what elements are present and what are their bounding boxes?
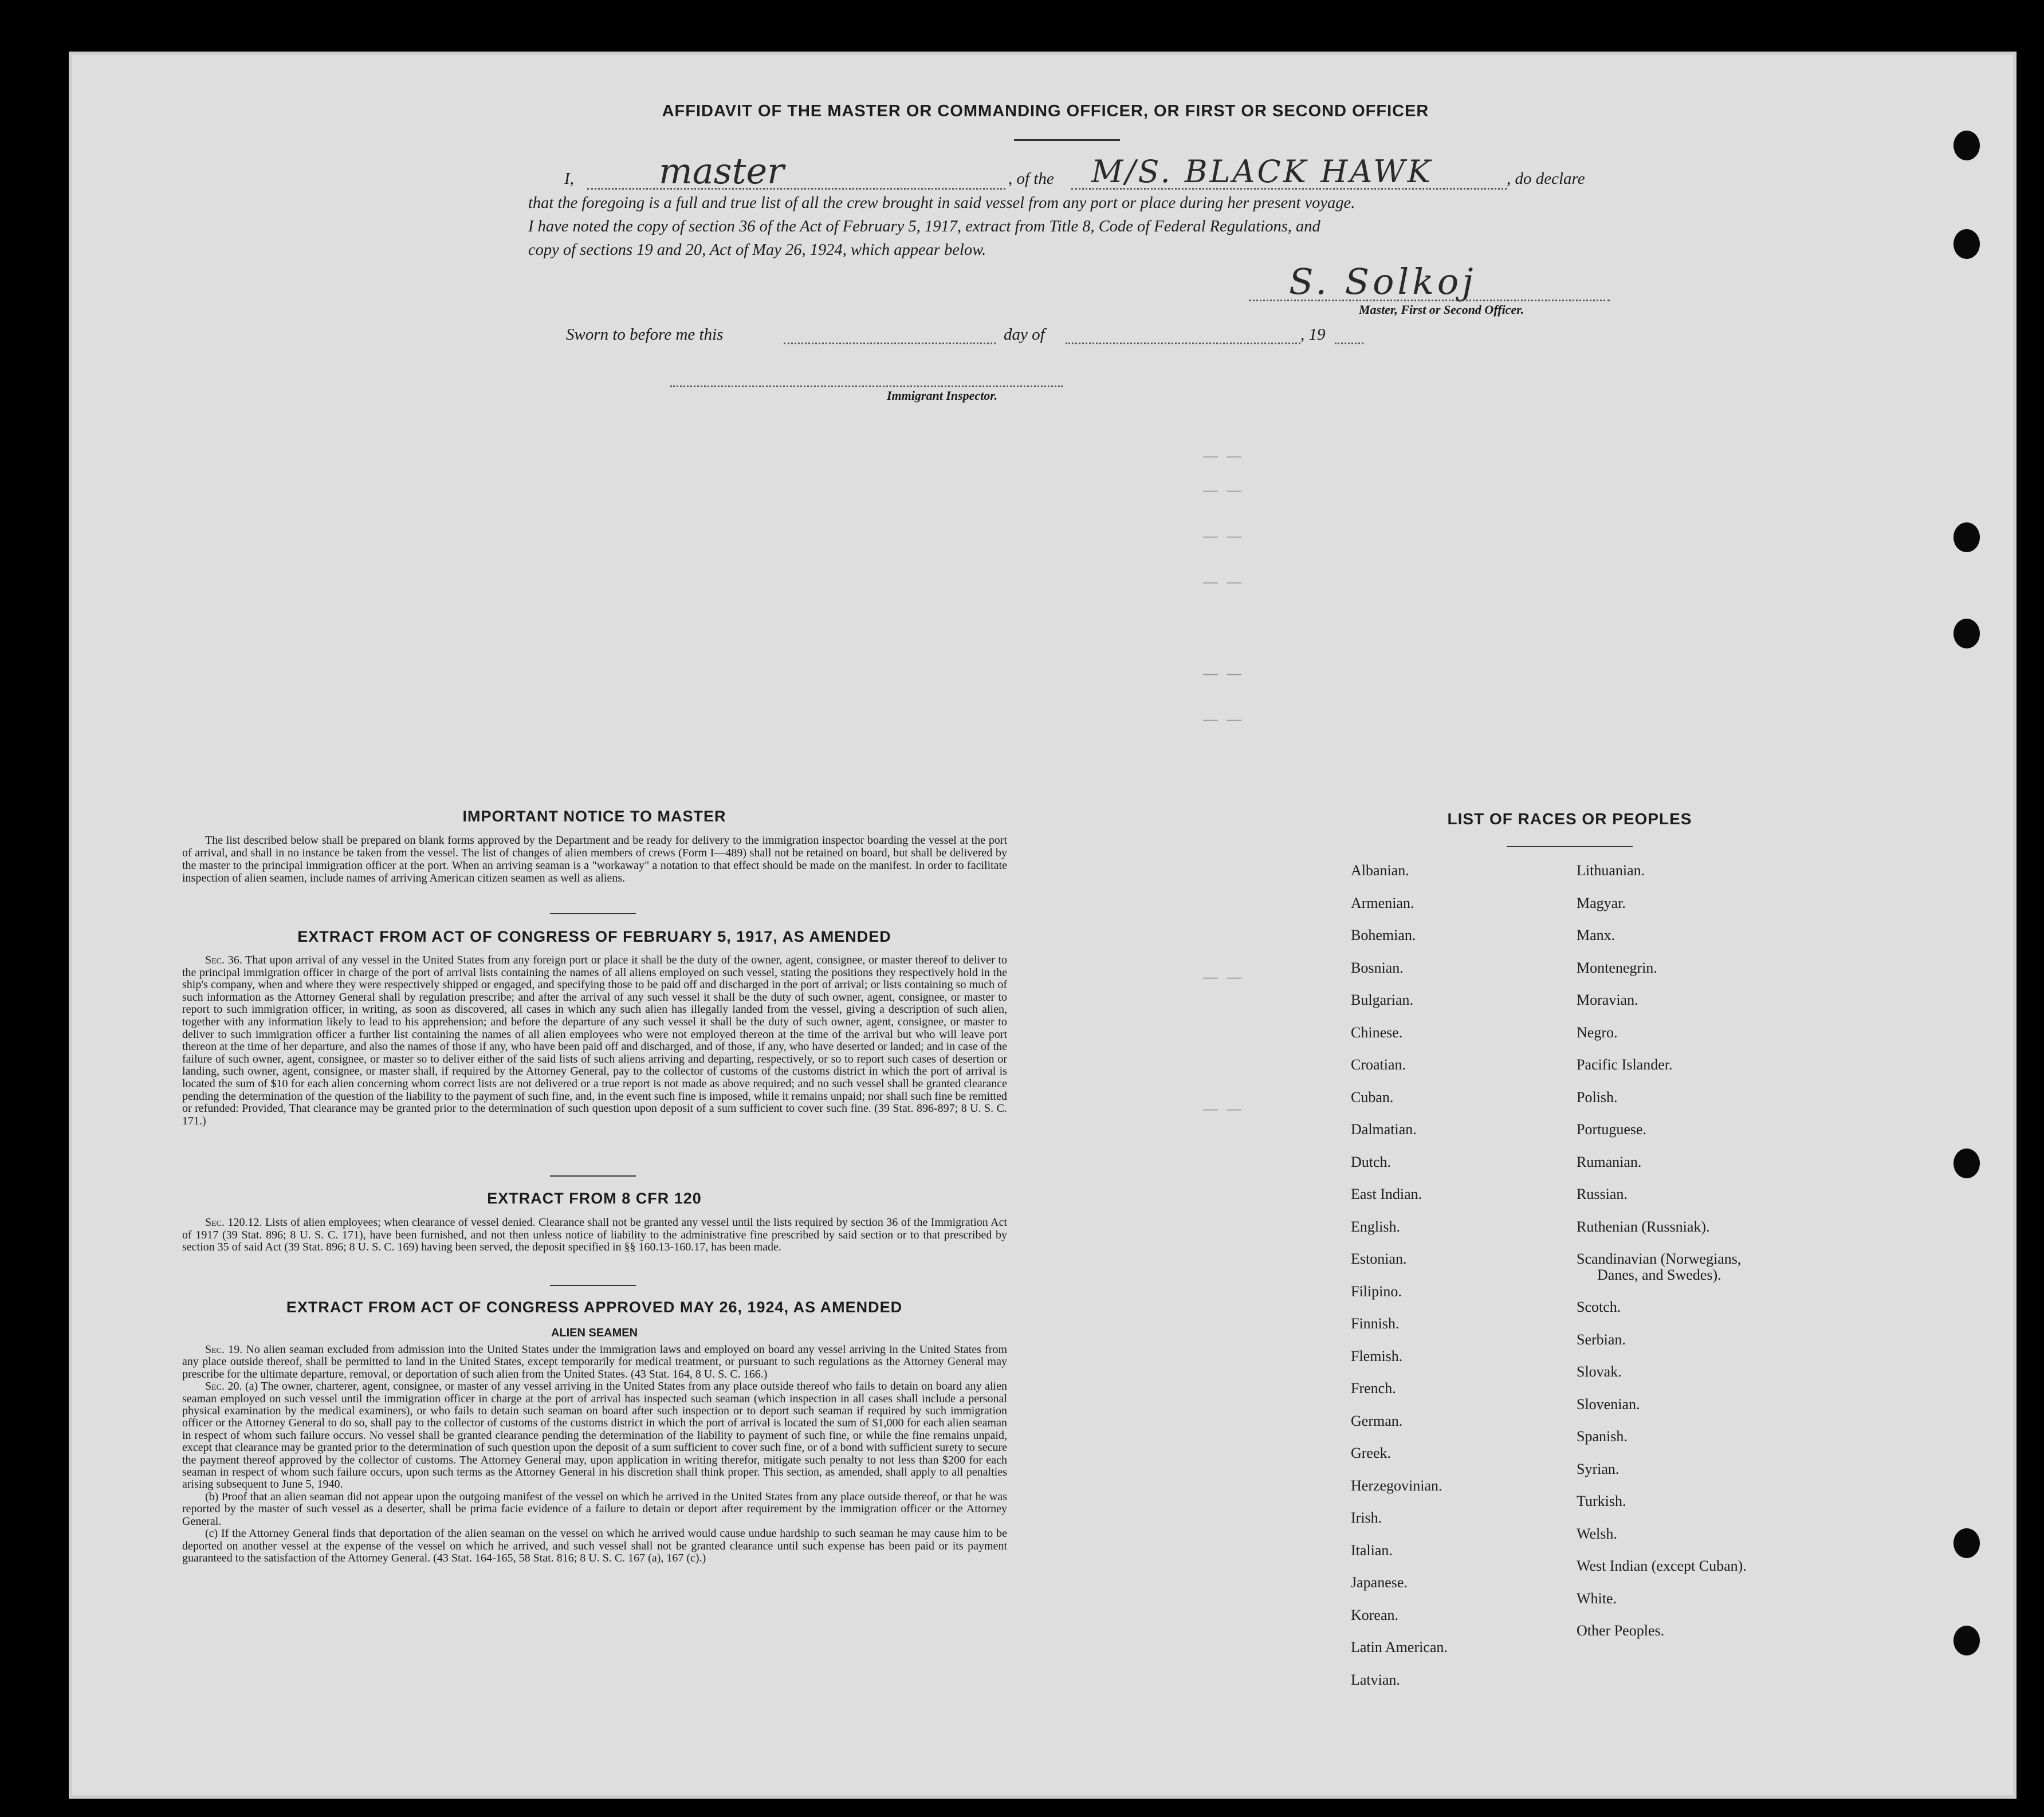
race-item: Irish.: [1351, 1509, 1382, 1526]
race-item: Estonian.: [1351, 1250, 1407, 1267]
notice-title: IMPORTANT NOTICE TO MASTER: [462, 808, 726, 825]
extract-8cfr-text: [182, 1217, 1007, 1254]
sec-120-label: Sec. 120.12.: [205, 1216, 262, 1229]
affidavit-line1-suffix: , do declare: [1507, 170, 1585, 188]
race-item: Filipino.: [1351, 1283, 1402, 1300]
race-item: Serbian.: [1577, 1331, 1626, 1348]
race-item: Korean.: [1351, 1606, 1399, 1623]
race-item: Polish.: [1577, 1088, 1618, 1106]
extract-8cfr-title: EXTRACT FROM 8 CFR 120: [487, 1190, 702, 1207]
race-item: West Indian (except Cuban).: [1577, 1558, 1747, 1574]
notice-text: [182, 834, 1007, 884]
race-item: Moravian.: [1577, 992, 1638, 1008]
race-item: Dalmatian.: [1351, 1121, 1417, 1138]
race-item: Scandinavian (Norwegians,: [1577, 1250, 1742, 1267]
handwritten-rank: master: [659, 150, 784, 192]
affidavit-line1-mid: , of the: [1008, 170, 1054, 188]
race-item: East Indian.: [1351, 1186, 1422, 1202]
inspector-dotted-line: [670, 386, 1063, 387]
sec-36-text: That upon arrival of any vessel in the United States from any foreign port or place it shall be the duty of the owner, agent, consignee, or master thereof to deliver to the principal immigration officer in charge of the port of arrival lists containing the names of all aliens employed on such vessel, stating the positions they respectively hold in the ship's company, when and where they were respectively shipped or engaged, and specifying those to be paid off and discharged in the port of arrival; or lists containing so much of such information as the Attorney General shall by regulation prescribe; and after the arrival of any such vessel it shall be the duty of such owner, agent, consignee, or master to report to such immigration officer, in writing, as soon as discovered, all cases in which any such alien has illegally landed from the vessel, giving a description of such alien, together with any information likely to lead to his apprehension; and before the departure of any such vessel it shall be the duty of such owner, agent, consignee, or master to deliver to such immigration officer a further list containing the names of all alien employees who were not employed thereon at the time of the arrival but who will leave port thereon at the time of her departure, and also the names of those if any, who have been paid off and discharged, and of those, if any, who have deserted or landed; and in case of the failure of such owner, agent, consignee, or master so to deliver either of the said lists of such aliens arriving and departing, respectively, or so to report such cases of desertion or landing, such owner, agent, consignee, or master shall, if required by the Attorney General, pay to the collector of customs of the customs district in which the port of arrival is located the sum of $10 for each alien concerning whom correct lists are not delivered or a true report is not made as above required; and no such vessel shall be granted clearance pending the determination of the question of the liability to the payment of such fine, and, in the event such fine is imposed, while it remains unpaid; nor shall such fine be remitted or refunded: Provided, That clearance may be granted prior to the determination of such question upon deposit of a sum sufficient to cover such fine. (39 Stat. 896-897; 8 U. S. C. 171.): [182, 954, 1007, 1127]
punch-hole: [1953, 522, 1980, 552]
race-item: Greek.: [1351, 1445, 1392, 1461]
sec-20-label: Sec. 20.: [205, 1380, 242, 1393]
race-item: Russian.: [1577, 1186, 1628, 1202]
title-rule: [1014, 139, 1120, 141]
affidavit-title: AFFIDAVIT OF THE MASTER OR COMMANDING OFFICER, OR FIRST OR SECOND OFFICER: [662, 102, 1429, 120]
sec-20c-text: (c) If the Attorney General finds that deportation of the alien seaman on the vessel on which he arrived would cause undue hardship to such seaman he may cause him to be deported on another vessel at the expense of the vessel on which he arrived, and such vessel shall not be granted clearance until such expense has been paid or its payment guaranteed to the satisfaction of the Attorney General. (43 Stat. 164-165, 58 Stat. 816; 8 U. S. C. 167 (a), 167 (c).): [182, 1527, 1007, 1564]
sec-20a-text: (a) The owner, charterer, agent, consignee, or master of any vessel arriving in the United States from any place outside thereof who fails to detain on board any alien seaman employed on such vessel until the immigration officer in charge at the port of arrival has inspected such seaman (which inspection in all cases shall include a personal physical examination by the medical examiners), or who fails to detain such seaman on board after such inspection or to deport such seaman if required by such immigration officer or the Attorney General to do so, shall pay to the collector of customs of the customs district in which the port of arrival is located the sum of $1,000 for each alien seaman in respect of whom such failure occurs. No vessel shall be granted clearance pending the determination of the liability to payment of such fine, or while the fine remains unpaid, except that clearance may be granted prior to the determination of such question upon the deposit of a sum sufficient to cover such fine, or of a bond with sufficient surety to secure the payment thereof approved by the collector of customs. The Attorney General may, upon application in writing therefor, mitigate such penalty to not less than $200 for each seaman in respect of whom such failure occurs, upon such terms as the Attorney General in his discretion shall think proper. This section, as amended, shall apply to all penalties arising subsequent to June 5, 1940.: [182, 1380, 1007, 1491]
races-column-2: [1577, 855, 1747, 1647]
races-title-rule: [1507, 846, 1633, 847]
punch-hole: [1953, 619, 1980, 648]
race-item: French.: [1351, 1380, 1396, 1397]
race-item: Flemish.: [1351, 1347, 1403, 1364]
race-item: Bohemian.: [1351, 927, 1416, 943]
races-column-1: [1351, 855, 1448, 1696]
race-item: Bosnian.: [1351, 959, 1404, 976]
race-item: Portuguese.: [1577, 1121, 1647, 1138]
affidavit-line1-prefix: I,: [564, 170, 574, 188]
sec-20b-text: (b) Proof that an alien seaman did not appear upon the outgoing manifest of the vessel on which he arrived in the United States from any place outside thereof, or that he was reported by the master of such vessel as a deserter, shall be prima facie evidence of a failure to detain or deport after requirement by the immigration officer or the Attorney General.: [182, 1490, 1007, 1528]
notice-paragraph: The list described below shall be prepared on blank forms approved by the Department and be ready for delivery to the immigration inspector boarding the vessel at the port of arrival, and shall in no instance be taken from the vessel. The list of changes of alien members of crews (Form I—489) shall not be retained on board, but shall be delivered by the master to the principal immigration officer at the port. When an arriving seaman is a "workaway" a notation to that effect should be made on the manifest. In order to facilitate inspection of alien seamen, include names of arriving American citizen seamen as well as aliens.: [182, 834, 1007, 884]
race-item: Lithuanian.: [1577, 862, 1645, 879]
races-title: LIST OF RACES OR PEOPLES: [1447, 810, 1692, 828]
sworn-month-dotted-line: [1066, 343, 1300, 344]
section-rule: [550, 1175, 636, 1177]
race-item: Japanese.: [1351, 1574, 1408, 1591]
race-item: Montenegrin.: [1577, 959, 1657, 976]
bleed-through-mark: — —: [1203, 573, 1244, 590]
extract-1917-text: [182, 954, 1007, 1127]
sec-19-label: Sec. 19.: [205, 1343, 243, 1356]
race-item: Manx.: [1577, 927, 1615, 943]
punch-hole: [1953, 229, 1980, 259]
extract-1917-title: EXTRACT FROM ACT OF CONGRESS OF FEBRUARY 5, 1917, AS AMENDED: [297, 928, 891, 945]
race-item: Magyar.: [1577, 894, 1626, 911]
race-item: English.: [1351, 1218, 1400, 1235]
race-item: Turkish.: [1577, 1493, 1626, 1509]
inspector-caption: Immigrant Inspector.: [887, 388, 998, 403]
sworn-prefix: Sworn to before me this: [566, 325, 724, 344]
bleed-through-mark: — —: [1203, 481, 1244, 498]
race-item: Latvian.: [1351, 1671, 1400, 1688]
extract-1924-subtitle: ALIEN SEAMEN: [551, 1327, 638, 1339]
sec-36-label: Sec. 36.: [205, 954, 242, 966]
race-item: Ruthenian (Russniak).: [1577, 1218, 1710, 1235]
sec-120-text: Lists of alien employees; when clearance of vessel denied. Clearance shall not be granted any vessel until the lists required by section 36 of the Immigration Act of 1917 (39 Stat. 896; 8 U. S. C. 171), have been furnished, and not then unless notice of liability to the administrative fine prescribed by said section or to that prescribed by section 35 of said Act (39 Stat. 896; 8 U. S. C. 169) having been served, the deposit specified in §§ 160.13-160.17, has been made.: [182, 1216, 1008, 1254]
race-item: Slovak.: [1577, 1363, 1622, 1380]
affidavit-line3: I have noted the copy of section 36 of the Act of February 5, 1917, extract from Title 8, Code of Federal Regulations, and: [528, 218, 1320, 235]
signature-dotted-line: [1249, 300, 1610, 301]
section-rule: [550, 913, 636, 914]
race-item: White.: [1577, 1590, 1617, 1607]
sworn-day-label: day of: [1004, 325, 1045, 344]
race-item: Scotch.: [1577, 1299, 1621, 1315]
race-item: Spanish.: [1577, 1428, 1628, 1445]
race-item: Danes, and Swedes).: [1597, 1267, 1721, 1283]
signature-caption: Master, First or Second Officer.: [1359, 302, 1524, 317]
race-item: Other Peoples.: [1577, 1622, 1665, 1639]
race-item: Albanian.: [1351, 862, 1409, 879]
signature: S. Solkoj: [1289, 261, 1477, 302]
race-item: Syrian.: [1577, 1460, 1620, 1477]
bleed-through-mark: — —: [1203, 447, 1244, 464]
punch-hole: [1953, 131, 1980, 160]
bleed-through-mark: — —: [1203, 710, 1244, 727]
race-item: Croatian.: [1351, 1056, 1406, 1073]
race-item: Latin American.: [1351, 1639, 1448, 1655]
race-item: Chinese.: [1351, 1024, 1403, 1041]
handwritten-vessel-name: M/S. BLACK HAWK: [1091, 154, 1433, 190]
race-item: Armenian.: [1351, 894, 1414, 911]
race-item: Dutch.: [1351, 1153, 1392, 1170]
race-item: German.: [1351, 1412, 1403, 1429]
race-item: Negro.: [1577, 1024, 1618, 1041]
extract-1924-text: [182, 1344, 1007, 1564]
bleed-through-mark: — —: [1203, 1100, 1244, 1117]
sworn-year-label: , 19: [1300, 325, 1326, 344]
punch-hole: [1953, 1149, 1980, 1178]
race-item: Slovenian.: [1577, 1395, 1640, 1413]
race-item: Bulgarian.: [1351, 992, 1414, 1008]
rank-dotted-line: [587, 188, 1005, 190]
race-item: Cuban.: [1351, 1088, 1394, 1106]
race-item: Herzegovinian.: [1351, 1477, 1442, 1494]
race-item: Finnish.: [1351, 1315, 1400, 1332]
race-item: Welsh.: [1577, 1525, 1617, 1542]
sworn-day-dotted-line: [784, 343, 996, 344]
extract-1924-title: EXTRACT FROM ACT OF CONGRESS APPROVED MAY 26, 1924, AS AMENDED: [286, 1299, 903, 1316]
affidavit-line4: copy of sections 19 and 20, Act of May 26, 1924, which appear below.: [528, 241, 986, 259]
race-item: Italian.: [1351, 1541, 1393, 1559]
sec-19-text: No alien seaman excluded from admission into the United States under the immigration laws and employed on board any vessel arriving in the United States from any place outside thereof, shall be permitted to land in the United States, except temporarily for medical treatment, or pursuant to such regulations as the Attorney General may prescribe for the ultimate departure, removal, or deportation of such alien from the United States. (43 Stat. 164, 8 U. S. C. 166.): [182, 1343, 1008, 1381]
bleed-through-mark: — —: [1203, 664, 1244, 682]
sworn-year-dotted-line: [1335, 343, 1363, 344]
section-rule: [550, 1285, 636, 1286]
race-item: Pacific Islander.: [1577, 1056, 1673, 1073]
affidavit-line2: that the foregoing is a full and true list of all the crew brought in said vessel from any port or place during her present voyage.: [528, 194, 1355, 212]
bleed-through-mark: — —: [1203, 527, 1244, 544]
punch-hole: [1953, 1626, 1980, 1655]
punch-hole: [1953, 1528, 1980, 1558]
bleed-through-mark: — —: [1203, 968, 1244, 985]
race-item: Rumanian.: [1577, 1153, 1642, 1170]
